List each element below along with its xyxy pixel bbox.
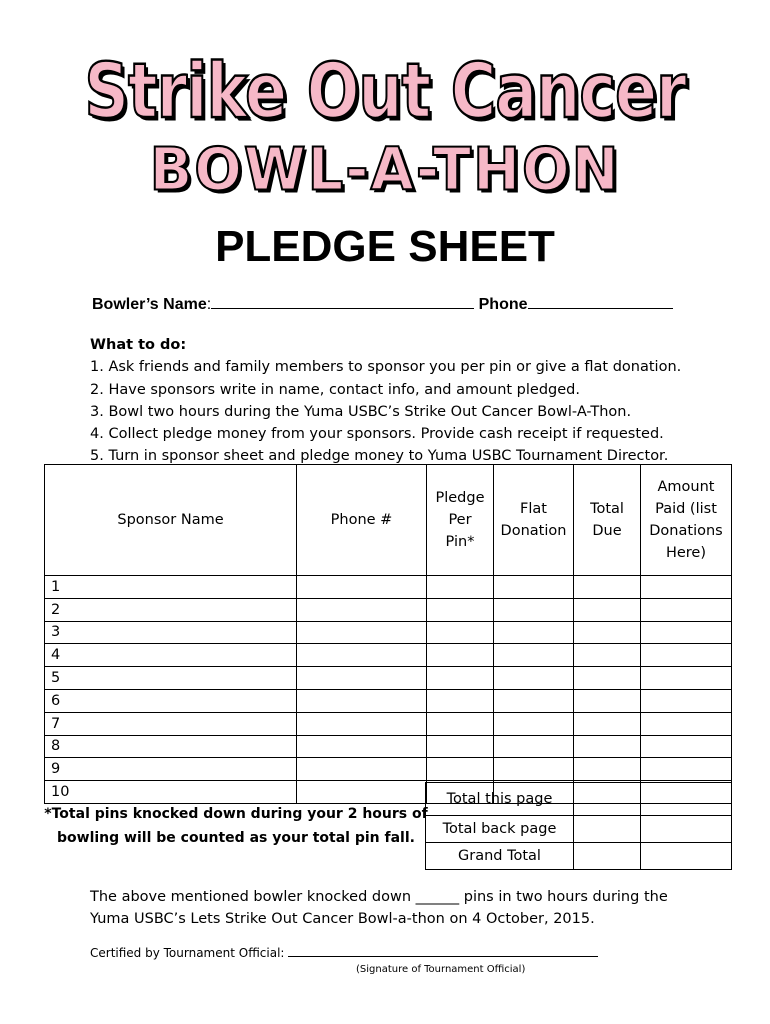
row-number: 10 <box>51 784 70 801</box>
pledge-per-pin-cell[interactable] <box>427 758 494 781</box>
footnote-line: *Total pins knocked down during your 2 hours of <box>44 806 428 822</box>
phone-cell[interactable] <box>297 712 427 735</box>
title-strike-out-cancer: Strike Out Cancer <box>84 46 686 136</box>
total-this-page-label: Total this page <box>426 783 574 816</box>
table-row <box>45 735 732 758</box>
grand-total-label: Grand Total <box>426 843 574 870</box>
certified-label: Certified by Tournament Official: <box>90 946 285 960</box>
pledge-per-pin-cell[interactable] <box>427 576 494 599</box>
header-phone: Phone # <box>297 465 427 576</box>
flat-donation-cell[interactable] <box>494 667 574 690</box>
sponsor-name-cell[interactable] <box>45 576 297 599</box>
pledge-per-pin-cell[interactable] <box>427 598 494 621</box>
sponsor-name-cell[interactable] <box>45 712 297 735</box>
pledge-per-pin-cell[interactable] <box>427 735 494 758</box>
table-row <box>45 712 732 735</box>
row-number: 6 <box>51 692 61 709</box>
total-due-cell[interactable] <box>574 712 641 735</box>
table-row <box>45 576 732 599</box>
instructions <box>90 334 730 468</box>
instruction-step: 1. Ask friends and family members to sponsor you per pin or give a flat donation. <box>90 359 682 376</box>
amount-paid-cell[interactable] <box>641 712 732 735</box>
flat-donation-cell[interactable] <box>494 644 574 667</box>
row-number: 7 <box>51 715 61 732</box>
total-due-cell[interactable] <box>574 576 641 599</box>
flat-donation-cell[interactable] <box>494 689 574 712</box>
header-amount-paid: Amount Paid (list Donations Here) <box>641 465 732 576</box>
instruction-step: 3. Bowl two hours during the Yuma USBC’s Strike Out Cancer Bowl-A-Thon. <box>90 403 632 420</box>
statement-line: Yuma USBC’s Lets Strike Out Cancer Bowl-a-thon on 4 October, 2015. <box>90 911 595 927</box>
bowler-name-label: Bowler’s Name <box>92 296 207 313</box>
flat-donation-cell[interactable] <box>494 621 574 644</box>
sponsor-name-cell[interactable] <box>45 644 297 667</box>
footnote-line: bowling will be counted as your total pin fall. <box>57 830 415 846</box>
pledge-per-pin-cell[interactable] <box>427 644 494 667</box>
pledge-per-pin-cell[interactable] <box>427 621 494 644</box>
totals-row <box>426 816 732 843</box>
bowler-info-line <box>92 294 673 314</box>
phone-label: Phone <box>478 296 528 313</box>
table-row <box>45 644 732 667</box>
totals-table <box>425 782 732 870</box>
footnote <box>44 802 428 850</box>
instruction-step: 5. Turn in sponsor sheet and pledge money to Yuma USBC Tournament Director. <box>90 448 669 465</box>
total-due-cell[interactable] <box>574 689 641 712</box>
table-row <box>45 621 732 644</box>
total-due-cell[interactable] <box>574 598 641 621</box>
amount-paid-cell[interactable] <box>641 598 732 621</box>
sponsor-name-cell[interactable] <box>45 598 297 621</box>
pledge-per-pin-cell[interactable] <box>427 712 494 735</box>
statement-line: The above mentioned bowler knocked down ______ pins in two hours during the <box>90 889 668 905</box>
sponsor-name-cell[interactable] <box>45 781 297 804</box>
page-title: PLEDGE SHEET <box>215 222 555 271</box>
row-number: 5 <box>51 670 61 687</box>
pledge-per-pin-cell[interactable] <box>427 667 494 690</box>
phone-cell[interactable] <box>297 735 427 758</box>
sponsor-name-cell[interactable] <box>45 667 297 690</box>
table-row <box>45 598 732 621</box>
phone-cell[interactable] <box>297 781 427 804</box>
total-back-page-due-cell[interactable] <box>574 816 641 843</box>
flat-donation-cell[interactable] <box>494 712 574 735</box>
sponsor-name-cell[interactable] <box>45 621 297 644</box>
instruction-step: 2. Have sponsors write in name, contact info, and amount pledged. <box>90 381 580 398</box>
row-number: 9 <box>51 761 61 778</box>
totals-row <box>426 783 732 816</box>
total-due-cell[interactable] <box>574 735 641 758</box>
table-row <box>45 689 732 712</box>
table-row <box>45 758 732 781</box>
row-number: 2 <box>51 601 61 618</box>
total-this-page-paid-cell[interactable] <box>641 783 732 816</box>
total-due-cell[interactable] <box>574 644 641 667</box>
row-number: 4 <box>51 647 61 664</box>
sponsor-name-cell[interactable] <box>45 689 297 712</box>
title-bowl-a-thon: BOWL-A-THON <box>149 136 621 205</box>
amount-paid-cell[interactable] <box>641 644 732 667</box>
phone-cell[interactable] <box>297 758 427 781</box>
row-number: 1 <box>51 578 61 595</box>
amount-paid-cell[interactable] <box>641 667 732 690</box>
grand-total-paid-cell[interactable] <box>641 843 732 870</box>
total-due-cell[interactable] <box>574 758 641 781</box>
pin-statement <box>90 886 730 930</box>
total-back-page-label: Total back page <box>426 816 574 843</box>
certification-line <box>90 944 598 960</box>
phone-cell[interactable] <box>297 576 427 599</box>
total-due-cell[interactable] <box>574 667 641 690</box>
row-number: 3 <box>51 624 61 641</box>
signature-field[interactable] <box>288 944 598 957</box>
header-total-due: Total Due <box>574 465 641 576</box>
amount-paid-cell[interactable] <box>641 621 732 644</box>
total-due-cell[interactable] <box>574 621 641 644</box>
header-sponsor-name: Sponsor Name <box>45 465 297 576</box>
totals-row <box>426 843 732 870</box>
amount-paid-cell[interactable] <box>641 758 732 781</box>
table-row <box>45 667 732 690</box>
header-flat-donation: Flat Donation <box>494 465 574 576</box>
flat-donation-cell[interactable] <box>494 735 574 758</box>
phone-cell[interactable] <box>297 644 427 667</box>
phone-field[interactable] <box>528 294 673 309</box>
bowler-name-colon: : <box>206 296 212 313</box>
pledge-per-pin-cell[interactable] <box>427 689 494 712</box>
grand-total-due-cell[interactable] <box>574 843 641 870</box>
amount-paid-cell[interactable] <box>641 735 732 758</box>
flat-donation-cell[interactable] <box>494 576 574 599</box>
flat-donation-cell[interactable] <box>494 758 574 781</box>
instructions-heading: What to do: <box>90 337 187 353</box>
phone-cell[interactable] <box>297 689 427 712</box>
amount-paid-cell[interactable] <box>641 576 732 599</box>
instruction-step: 4. Collect pledge money from your sponsors. Provide cash receipt if requested. <box>90 426 664 443</box>
pledge-table <box>44 464 732 804</box>
total-this-page-due-cell[interactable] <box>574 783 641 816</box>
sponsor-name-cell[interactable] <box>45 735 297 758</box>
phone-cell[interactable] <box>297 621 427 644</box>
amount-paid-cell[interactable] <box>641 689 732 712</box>
phone-cell[interactable] <box>297 598 427 621</box>
row-number: 8 <box>51 738 61 755</box>
phone-cell[interactable] <box>297 667 427 690</box>
bowler-name-field[interactable] <box>211 294 474 309</box>
signature-caption: (Signature of Tournament Official) <box>356 964 526 975</box>
total-back-page-paid-cell[interactable] <box>641 816 732 843</box>
header-pledge-per-pin: Pledge Per Pin* <box>427 465 494 576</box>
sponsor-name-cell[interactable] <box>45 758 297 781</box>
flat-donation-cell[interactable] <box>494 598 574 621</box>
